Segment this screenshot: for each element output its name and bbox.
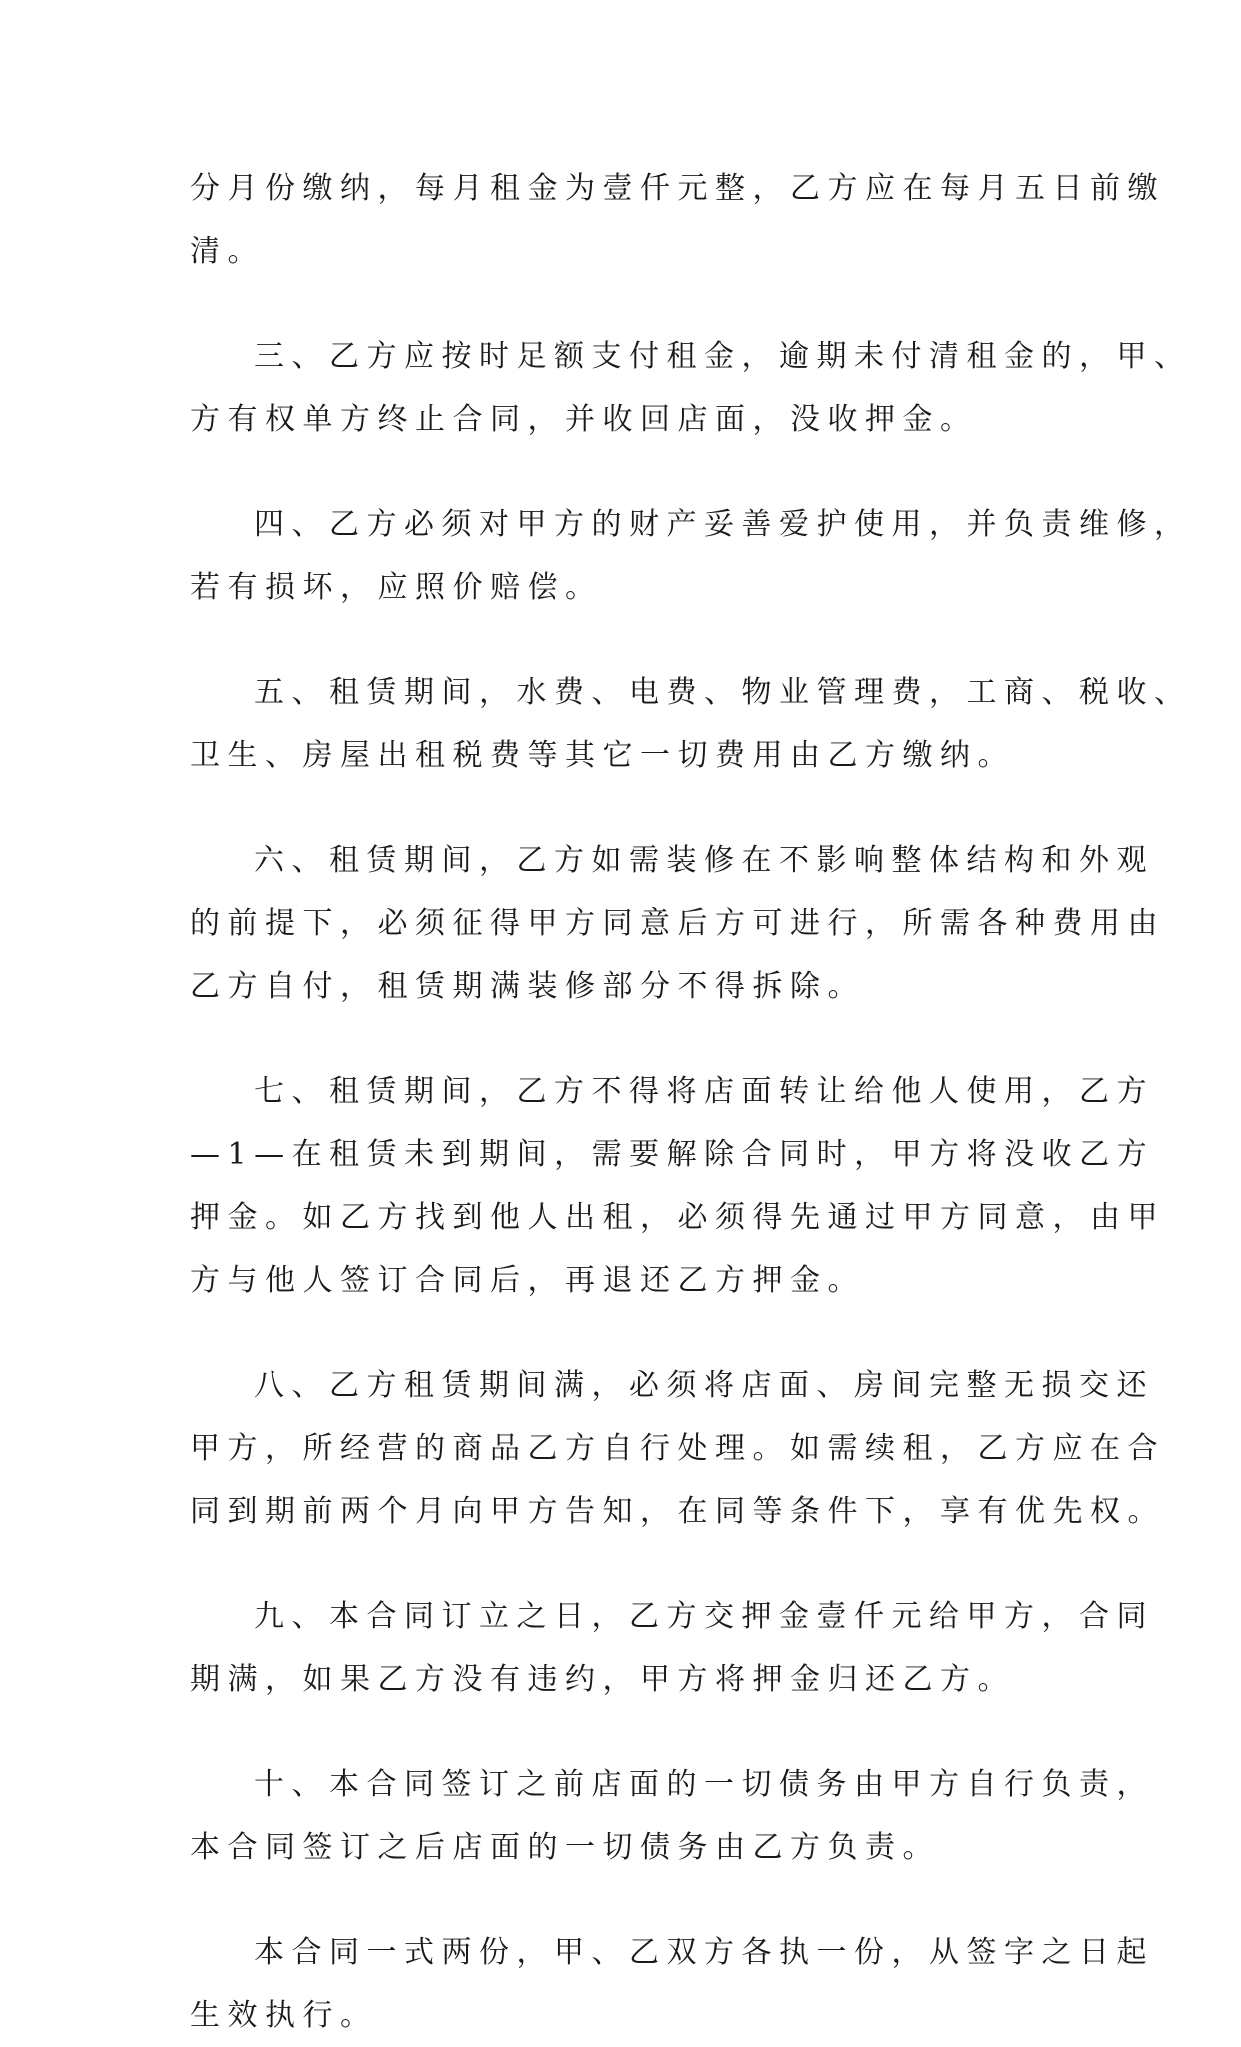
paragraph-line: 期满，如果乙方没有违约，甲方将押金归还乙方。: [190, 1662, 1015, 1697]
paragraph-line: 五、租赁期间，水费、电费、物业管理费，工商、税收、: [254, 675, 1192, 710]
paragraph-line: 卫生、房屋出租税费等其它一切费用由乙方缴纳。: [190, 738, 1015, 773]
paragraph-line: 方有权单方终止合同，并收回店面，没收押金。: [190, 402, 978, 437]
paragraph-line: 九、本合同订立之日，乙方交押金壹仟元给甲方，合同: [254, 1599, 1154, 1634]
paragraph-line: —1—在租赁未到期间，需要解除合同时，甲方将没收乙方: [190, 1137, 1155, 1172]
paragraph-line: 七、租赁期间，乙方不得将店面转让给他人使用，乙方: [254, 1074, 1154, 1109]
paragraph-line: 生效执行。: [190, 1998, 378, 2033]
paragraph-line: 本合同签订之后店面的一切债务由乙方负责。: [190, 1830, 940, 1865]
paragraph-line: 若有损坏，应照价赔偿。: [190, 570, 603, 605]
paragraph-line: 三、乙方应按时足额支付租金，逾期未付清租金的，甲、: [254, 339, 1192, 374]
paragraph-line: 四、乙方必须对甲方的财产妥善爱护使用，并负责维修，: [254, 507, 1192, 542]
paragraph-line: 方与他人签订合同后，再退还乙方押金。: [190, 1263, 865, 1298]
paragraph-line: 八、乙方租赁期间满，必须将店面、房间完整无损交还: [254, 1368, 1154, 1403]
paragraph-line: 分月份缴纳，每月租金为壹仟元整，乙方应在每月五日前缴: [190, 171, 1165, 206]
paragraph-line: 十、本合同签订之前店面的一切债务由甲方自行负责，: [254, 1767, 1154, 1802]
paragraph-line: 清。: [190, 234, 265, 269]
paragraph-line: 甲方，所经营的商品乙方自行处理。如需续租，乙方应在合: [190, 1431, 1165, 1466]
paragraph-line: 的前提下，必须征得甲方同意后方可进行，所需各种费用由: [190, 906, 1165, 941]
paragraph-line: 六、租赁期间，乙方如需装修在不影响整体结构和外观: [254, 843, 1154, 878]
document-body: [190, 157, 1192, 2047]
paragraph-line: 押金。如乙方找到他人出租，必须得先通过甲方同意，由甲: [190, 1200, 1165, 1235]
paragraph-line: 本合同一式两份，甲、乙双方各执一份，从签字之日起: [254, 1935, 1154, 1970]
paragraph-line: 同到期前两个月向甲方告知，在同等条件下，享有优先权。: [190, 1494, 1165, 1529]
paragraph-line: 乙方自付，租赁期满装修部分不得拆除。: [190, 969, 865, 1004]
